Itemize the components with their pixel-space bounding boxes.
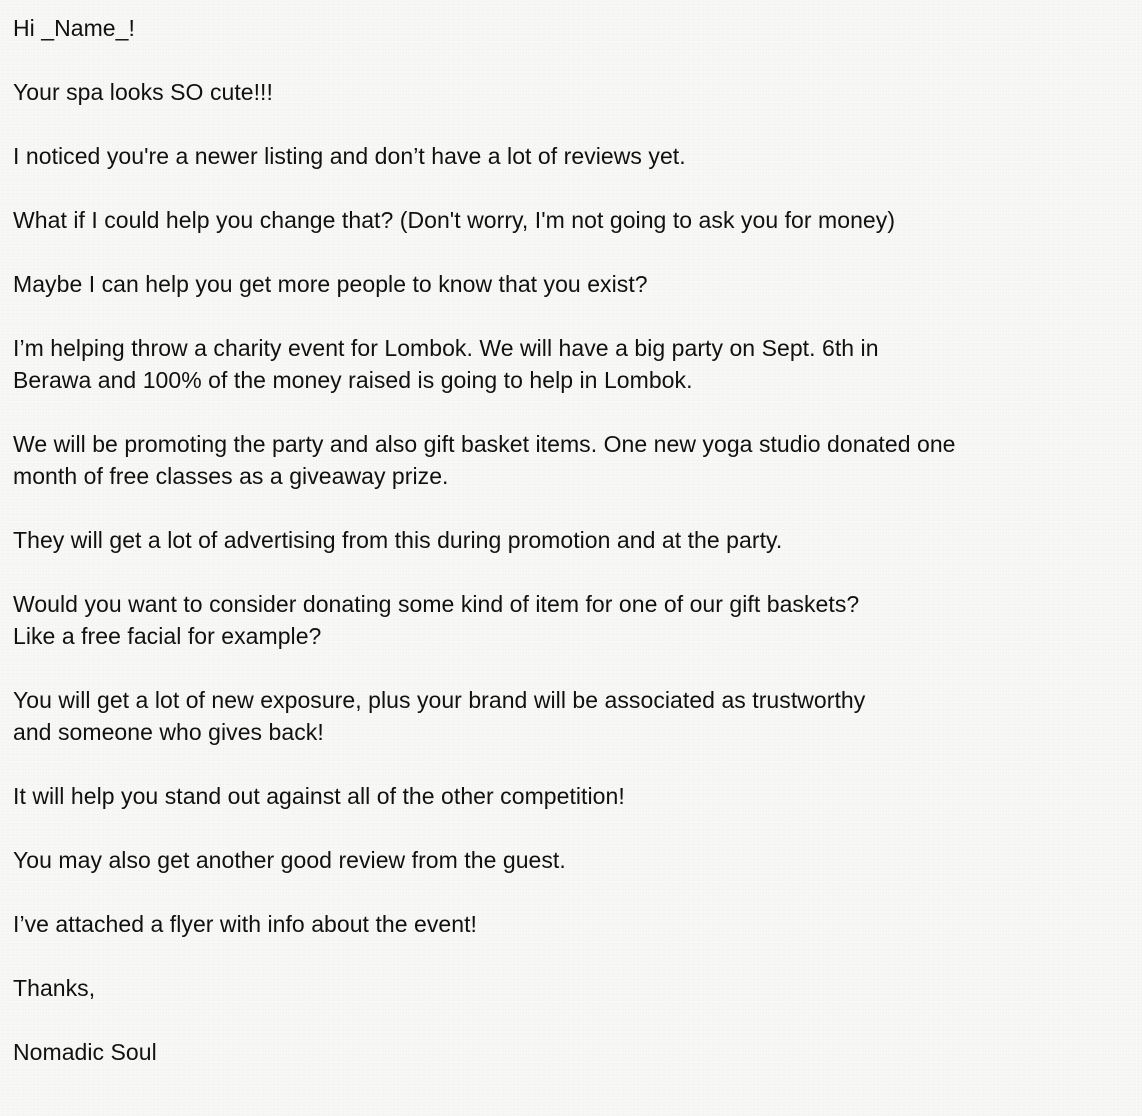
paragraph-reviews: I noticed you're a newer listing and don’t have a lot of reviews yet. [13, 143, 686, 169]
paragraph-benefits: You will get a lot of new exposure, plus your brand will be associated as trustworthy and someone who gives back! [13, 687, 866, 745]
closing: Thanks, [13, 975, 96, 1001]
paragraph-advertising: They will get a lot of advertising from this during promotion and at the party. [13, 527, 783, 553]
paragraph-donation-request: Would you want to consider donating some kind of item for one of our gift baskets? Like a free facial for example? [13, 591, 860, 649]
paragraph-promotion: We will be promoting the party and also gift basket items. One new yoga studio donated one month of free classes as a giveaway prize. [13, 431, 956, 489]
letter-body [13, 12, 1123, 1068]
paragraph-offer: What if I could help you change that? (Don't worry, I'm not going to ask you for money) [13, 207, 896, 233]
paragraph-exposure-question: Maybe I can help you get more people to know that you exist? [13, 271, 648, 297]
signature: Nomadic Soul [13, 1039, 157, 1065]
paragraph-competition: It will help you stand out against all of the other competition! [13, 783, 625, 809]
paragraph-charity-event: I’m helping throw a charity event for Lombok. We will have a big party on Sept. 6th in Berawa and 100% of the money raised is going to help in Lombok. [13, 335, 879, 393]
paragraph-compliment: Your spa looks SO cute!!! [13, 79, 273, 105]
greeting: Hi _Name_! [13, 15, 135, 41]
paragraph-review: You may also get another good review from the guest. [13, 847, 566, 873]
paragraph-flyer: I’ve attached a flyer with info about the event! [13, 911, 477, 937]
